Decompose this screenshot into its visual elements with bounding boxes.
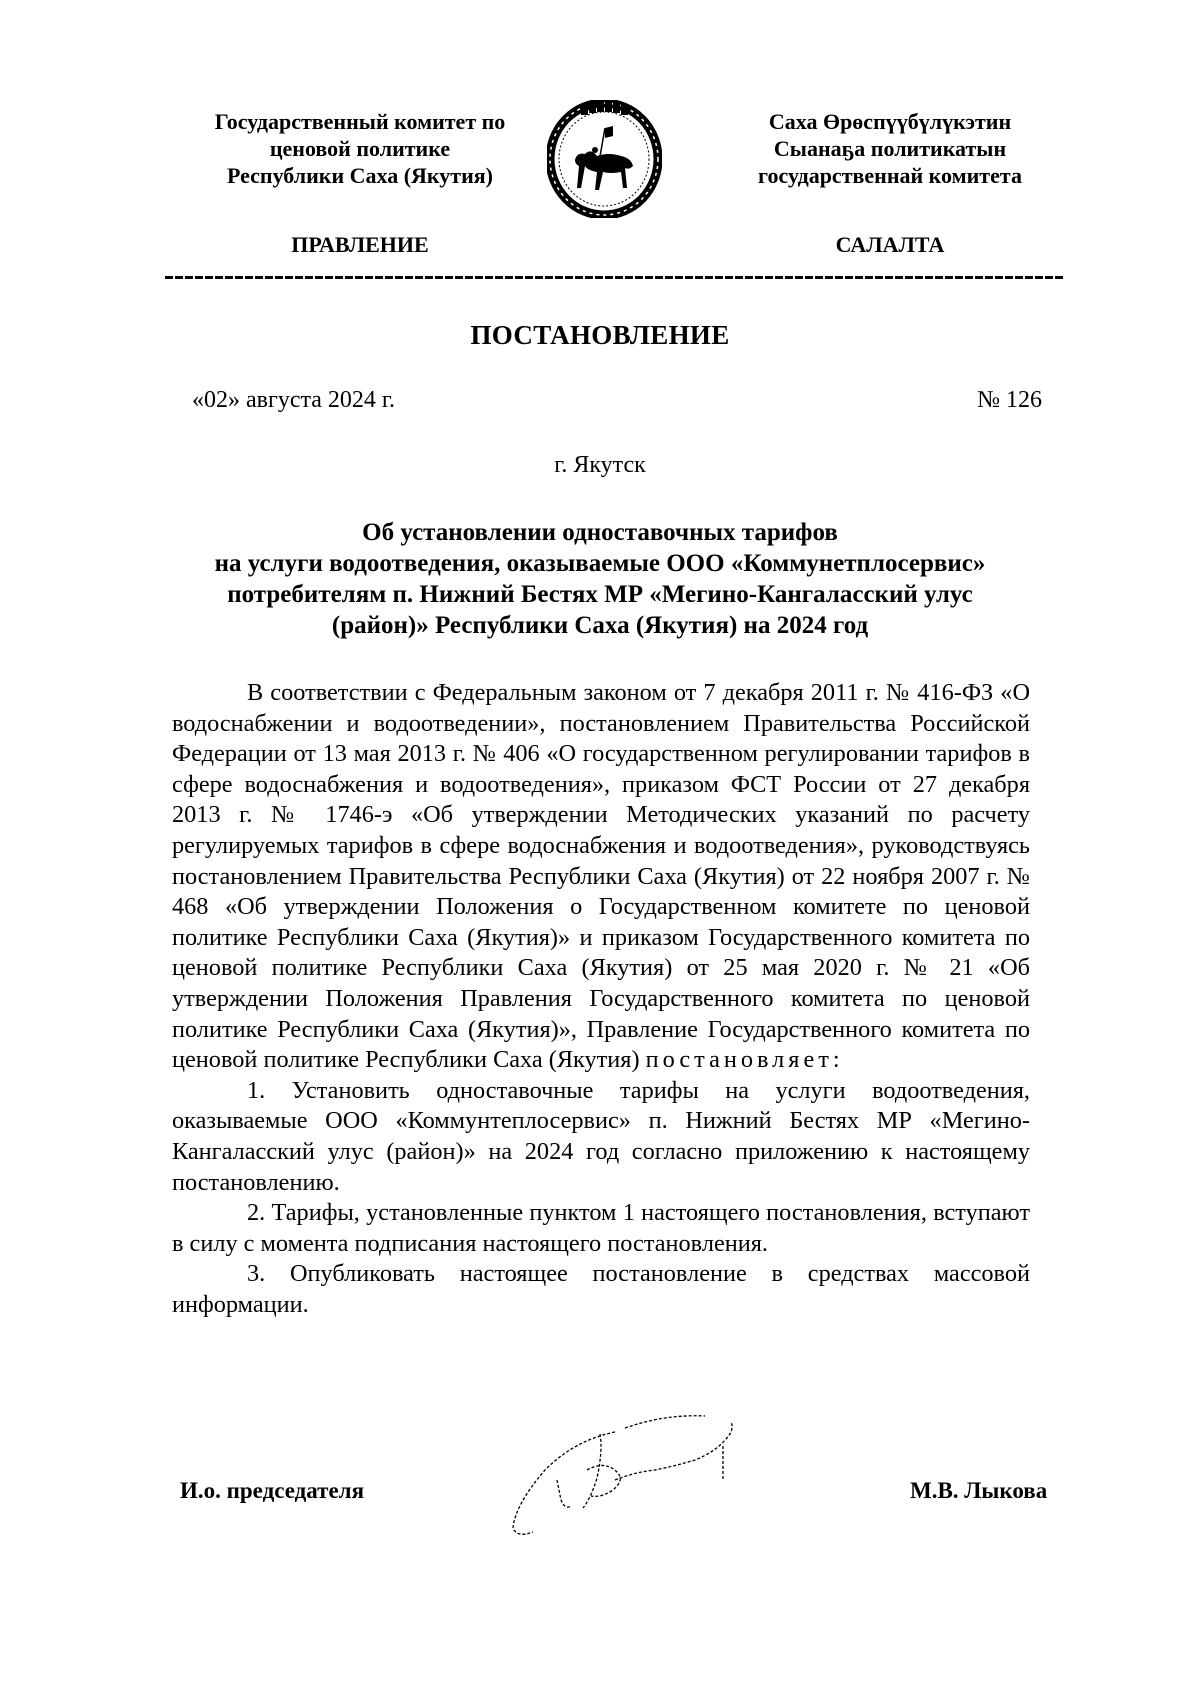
resolution-item: 2. Тарифы, установленные пунктом 1 настоящего постановления, вступают в силу с момента подписания настоящего постановления.: [172, 1199, 1030, 1257]
board-label-sakha: САЛАЛТА: [835, 232, 945, 257]
document-number: № 126: [977, 387, 1042, 413]
subject-line: потребителям п. Нижний Бестях МР «Мегино-Кангаласский улус: [227, 581, 973, 608]
handwritten-signature-icon: [505, 1410, 795, 1540]
coat-of-arms-icon: [547, 100, 662, 218]
resolution-item: 1. Установить одноставочные тарифы на услуги водоотведения, оказываемые ООО «Коммунтеплосервис» п. Нижний Бестях МР «Мегино-Кангаласский улус (район)» на 2024 год согласно приложению к настоящему постановлению.: [172, 1076, 1030, 1196]
document-city: г. Якутск: [554, 452, 646, 478]
document-date: «02» августа 2024 г.: [192, 387, 396, 413]
preamble-text: В соответствии с Федеральным законом от 7 декабря 2011 г. № 416-ФЗ «О водоснабжении и водоотведении», постановлением Правительства Российской Федерации от 13 мая 2013 г. № 406 «О государственном регулировании тарифов в сфере водоснабжения и водоотведения», приказом ФСТ России от 27 декабря 2013 г. № 1746-э «Об утверждении Методических указаний по расчету регулируемых тарифов в сфере водоснабжения и водоотведения», руководствуясь постановлением Правительства Республики Саха (Якутия) от 22 ноября 2007 г. № 468 «Об утверждении Положения о Государственном комитете по ценовой политике Республики Саха (Якутия)» и приказом Государственного комитета по ценовой политике Республики Саха (Якутия) от 25 мая 2020 г. № 21 «Об утверждении Положения Правления Государственного комитета по ценовой политике Республики Саха (Якутия)», Правление Государственного комитета по ценовой политике Республики Саха (Якутия): [172, 679, 1030, 1074]
header-right-line: Сыанаҕа политикатын: [773, 136, 1007, 161]
document-body: [172, 678, 1030, 1320]
resolution-item: 3. Опубликовать настоящее постановление в средствах массовой информации.: [172, 1260, 1030, 1318]
signatory-name: М.В. Лыкова: [910, 1478, 1048, 1503]
header-right-line: государственнай комитета: [758, 163, 1022, 188]
subject-line: Об установлении одноставочных тарифов: [362, 519, 838, 546]
document-type-title: ПОСТАНОВЛЕНИЕ: [470, 320, 730, 350]
subject-line: на услуги водоотведения, оказываемые ООО «Коммунетплосервис»: [214, 550, 986, 577]
document-subject: [160, 517, 1040, 641]
header-left-line: Государственный комитет по: [214, 109, 506, 134]
header-left-line: ценовой политике: [269, 136, 451, 161]
header-right-org: [700, 108, 1080, 189]
subject-line: (район)» Республики Саха (Якутия) на 2024 год: [331, 612, 869, 639]
header-right-line: Саха Өрөспүүбүлүкэтин: [768, 109, 1012, 134]
resolves-word: постановляет:: [645, 1046, 844, 1074]
preamble-paragraph: [172, 678, 1030, 1076]
header-divider: [165, 276, 1065, 279]
board-label-ru: ПРАВЛЕНИЕ: [291, 232, 429, 257]
signatory-role: И.о. председателя: [180, 1478, 365, 1503]
header-left-org: [160, 108, 560, 189]
header-left-line: Республики Саха (Якутия): [226, 163, 494, 188]
